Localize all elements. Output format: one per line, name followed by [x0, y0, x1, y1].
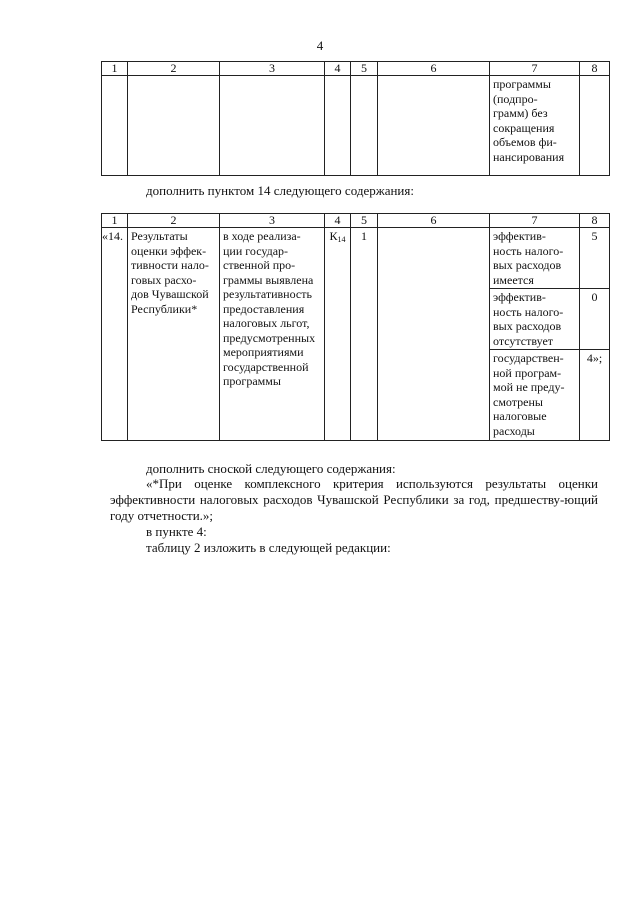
- paragraph-footnote-intro: дополнить сноской следующего содержания:: [146, 461, 396, 476]
- header-cell: 5: [351, 62, 378, 76]
- table-cell: [378, 76, 490, 176]
- header-cell: 7: [490, 62, 580, 76]
- assessment-cell: [490, 289, 580, 350]
- table-cell: [490, 76, 580, 176]
- header-cell: 7: [490, 214, 580, 228]
- table-header-row: [102, 214, 610, 228]
- header-cell: 1: [102, 214, 128, 228]
- header-cell: 8: [580, 62, 610, 76]
- paragraph-add-item: дополнить пунктом 14 следующего содержания:: [146, 183, 414, 198]
- table-item-14: [101, 213, 610, 441]
- paragraph-item-4: в пункте 4:: [146, 524, 207, 539]
- table-cell: [325, 76, 351, 176]
- table-row: [102, 76, 610, 176]
- header-cell: 5: [351, 214, 378, 228]
- header-cell: 6: [378, 62, 490, 76]
- header-cell: 3: [220, 214, 325, 228]
- weight-cell: 1: [351, 228, 378, 441]
- table-cell: [128, 76, 220, 176]
- header-cell: 1: [102, 62, 128, 76]
- cell-text: государствен- ной програм- мой не преду- смотрены налоговые расходы: [493, 351, 565, 438]
- header-cell: 4: [325, 214, 351, 228]
- paragraph-table-2: таблицу 2 изложить в следующей редакции:: [146, 540, 391, 555]
- header-cell: 2: [128, 62, 220, 76]
- cell-text: Результаты оценки эффек- тивности нало- говых расхо- дов Чувашской Республики*: [131, 229, 209, 316]
- table-cell: [220, 76, 325, 176]
- header-cell: 2: [128, 214, 220, 228]
- assessment-cell: [490, 228, 580, 289]
- criterion-name-cell: [128, 228, 220, 441]
- score-cell: 4»;: [580, 350, 610, 441]
- coefficient-main: К: [329, 229, 338, 243]
- paragraph-footnote-text: «*При оценке комплексного критерия используются результаты оценки эффективности налоговых расходов Чувашской Республики за год, предшеству-ющий году отчетности.»;: [110, 476, 598, 523]
- coefficient-subscript: 14: [337, 235, 346, 244]
- table-continuation: [101, 61, 610, 176]
- score-cell: 0: [580, 289, 610, 350]
- table-cell: [351, 76, 378, 176]
- coefficient-cell: [325, 228, 351, 441]
- header-cell: 3: [220, 62, 325, 76]
- score-cell: 5: [580, 228, 610, 289]
- table-cell: [378, 228, 490, 441]
- table-row: [102, 228, 610, 289]
- assessment-cell: [490, 350, 580, 441]
- cell-text: эффектив- ность налого- вых расходов имеется: [493, 229, 564, 287]
- page-number: 4: [316, 38, 324, 53]
- item-number-cell: «14.: [102, 228, 128, 441]
- cell-text: эффектив- ность налого- вых расходов отсутствует: [493, 290, 564, 348]
- table-header-row: [102, 62, 610, 76]
- table-cell: [102, 76, 128, 176]
- cell-text: программы (подпро- грамм) без сокращения объемов фи- нансирования: [493, 77, 565, 164]
- criterion-description-cell: [220, 228, 325, 441]
- cell-text: в ходе реализа- ции государ- ственной про- граммы выявлена результативность предоставления налоговых льгот, предусмотренных мероприятиями государственной программы: [223, 229, 316, 388]
- header-cell: 4: [325, 62, 351, 76]
- header-cell: 6: [378, 214, 490, 228]
- header-cell: 8: [580, 214, 610, 228]
- table-cell: [580, 76, 610, 176]
